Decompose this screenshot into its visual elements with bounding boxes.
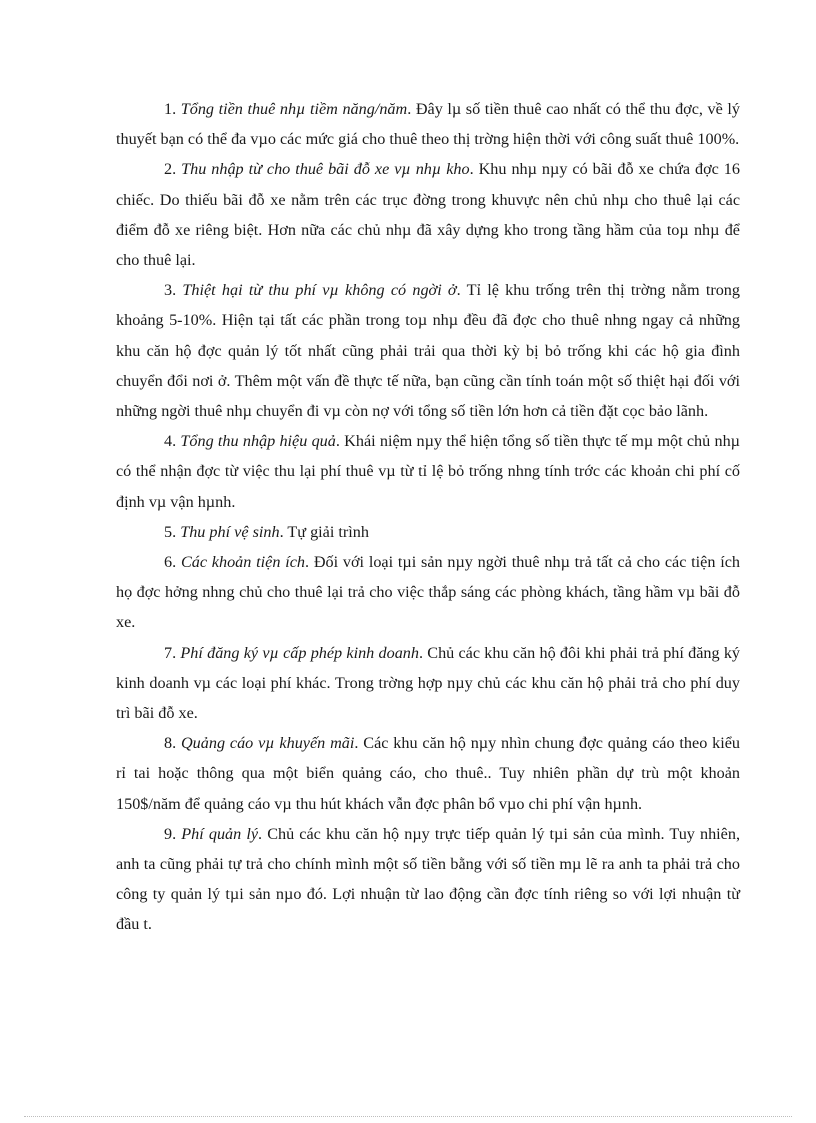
paragraph-number: 5.: [164, 522, 177, 541]
paragraph-3: [116, 275, 740, 426]
paragraph-text: . Đây lµ số tiền thuê cao nhất có thể thu đợc, về lý thuyết bạn có thể đa vµo các mức giá cho thuê theo thị trờng hiện thời với công suất thuê 100%.: [116, 100, 741, 149]
paragraph-text: . Khu nhµ nµy có bãi đỗ xe chứa đợc 16 chiếc. Do thiếu bãi đỗ xe nằm trên các trục đờng trong khuvực nên chủ nhµ cho thuê lại các điểm đỗ xe riêng biệt. Hơn nữa các chủ nhµ đã xây dựng kho trong tầng hầm của toµ nhµ để cho thuê lại.: [116, 160, 740, 270]
page-footer-divider: [24, 1116, 792, 1117]
paragraph-number: 6.: [164, 553, 177, 572]
paragraph-title: Phí đăng ký vµ cấp phép kinh doanh: [180, 643, 419, 662]
paragraph-5: [116, 517, 740, 547]
paragraph-text: . Các khu căn hộ nµy nhìn chung đợc quảng cáo theo kiểu rỉ tai hoặc thông qua một biển quảng cáo, cho thuê.. Tuy nhiên phần dự trù một khoản 150$/năm để quảng cáo vµ thu hút khách vẫn đợc phân bổ vµo chi phí vận hµnh.: [116, 734, 740, 813]
paragraph-text: . Tỉ lệ khu trống trên thị trờng nằm trong khoảng 5-10%. Hiện tại tất các phần trong toµ nhµ đều đã đợc cho thuê nhng ngay cả những khu căn hộ đợc quản lý tốt nhất cũng phải trải qua thời kỳ bị bỏ trống khi các hộ gia đình chuyển đổi nơi ở. Thêm một vấn đề thực tế nữa, bạn cũng cần tính toán một số thiệt hại đối với những ngời thuê nhµ chuyển đi vµ còn nợ với tổng số tiền lớn hơn cả tiền đặt cọc bảo lãnh.: [116, 281, 740, 421]
paragraph-number: 4.: [164, 432, 177, 451]
paragraph-text: . Chủ các khu căn hộ đôi khi phải trả phí đăng ký kinh doanh vµ các loại phí khác. Trong trờng hợp nµy chủ các khu căn hộ phải trả cho phí duy trì bãi đỗ xe.: [116, 643, 741, 723]
paragraph-text: . Chủ các khu căn hộ nµy trực tiếp quản lý tµi sản của mình. Tuy nhiên, anh ta cũng phải tự trả cho chính mình một số tiền bằng với số tiền mµ lẽ ra anh ta phải trả cho công ty quản lý tµi sản nµo đó. Lợi nhuận từ lao động cần đợc tính riêng so với lợi nhuận từ đầu t.: [116, 824, 741, 934]
paragraph-number: 2.: [164, 160, 177, 179]
paragraph-9: [116, 819, 740, 940]
document-body: [116, 94, 740, 940]
paragraph-number: 8.: [164, 734, 177, 753]
paragraph-title: Phí quản lý: [181, 824, 259, 843]
paragraph-8: [116, 728, 740, 819]
paragraph-6: [116, 547, 740, 638]
paragraph-2: [116, 154, 740, 275]
paragraph-text: . Khái niệm nµy thể hiện tổng số tiền thực tế mµ một chủ nhµ có thể nhận đợc từ việc thu lại phí thuê vµ từ tỉ lệ bỏ trống nhng tính trớc các khoản chi phí cố định vµ vận hµnh.: [116, 432, 740, 511]
paragraph-1: [116, 94, 740, 154]
paragraph-title: Các khoản tiện ích: [180, 553, 305, 572]
paragraph-number: 3.: [164, 281, 177, 300]
paragraph-title: Tổng thu nhập hiệu quả: [180, 432, 336, 451]
paragraph-title: Thu nhập từ cho thuê bãi đỗ xe vµ nhµ kho: [181, 160, 470, 179]
paragraph-title: Quảng cáo vµ khuyến mãi: [180, 734, 355, 753]
paragraph-title: Thu phí vệ sinh: [180, 522, 280, 541]
paragraph-text: . Tự giải trình: [279, 522, 369, 541]
paragraph-number: 7.: [164, 643, 177, 662]
paragraph-text: . Đối với loại tµi sản nµy ngời thuê nhµ trả tất cả cho các tiện ích họ đợc hởng nhng chủ cho thuê lại trả cho việc thắp sáng các phòng khách, tầng hầm vµ bãi đỗ xe.: [116, 553, 741, 632]
paragraph-title: Thiệt hại từ thu phí vµ không có ngời ở: [182, 281, 457, 300]
paragraph-number: 9.: [164, 824, 177, 843]
paragraph-number: 1.: [164, 100, 177, 118]
paragraph-title: Tổng tiền thuê nhµ tiềm năng/năm: [180, 100, 408, 118]
paragraph-7: [116, 638, 740, 729]
paragraph-4: [116, 426, 740, 517]
